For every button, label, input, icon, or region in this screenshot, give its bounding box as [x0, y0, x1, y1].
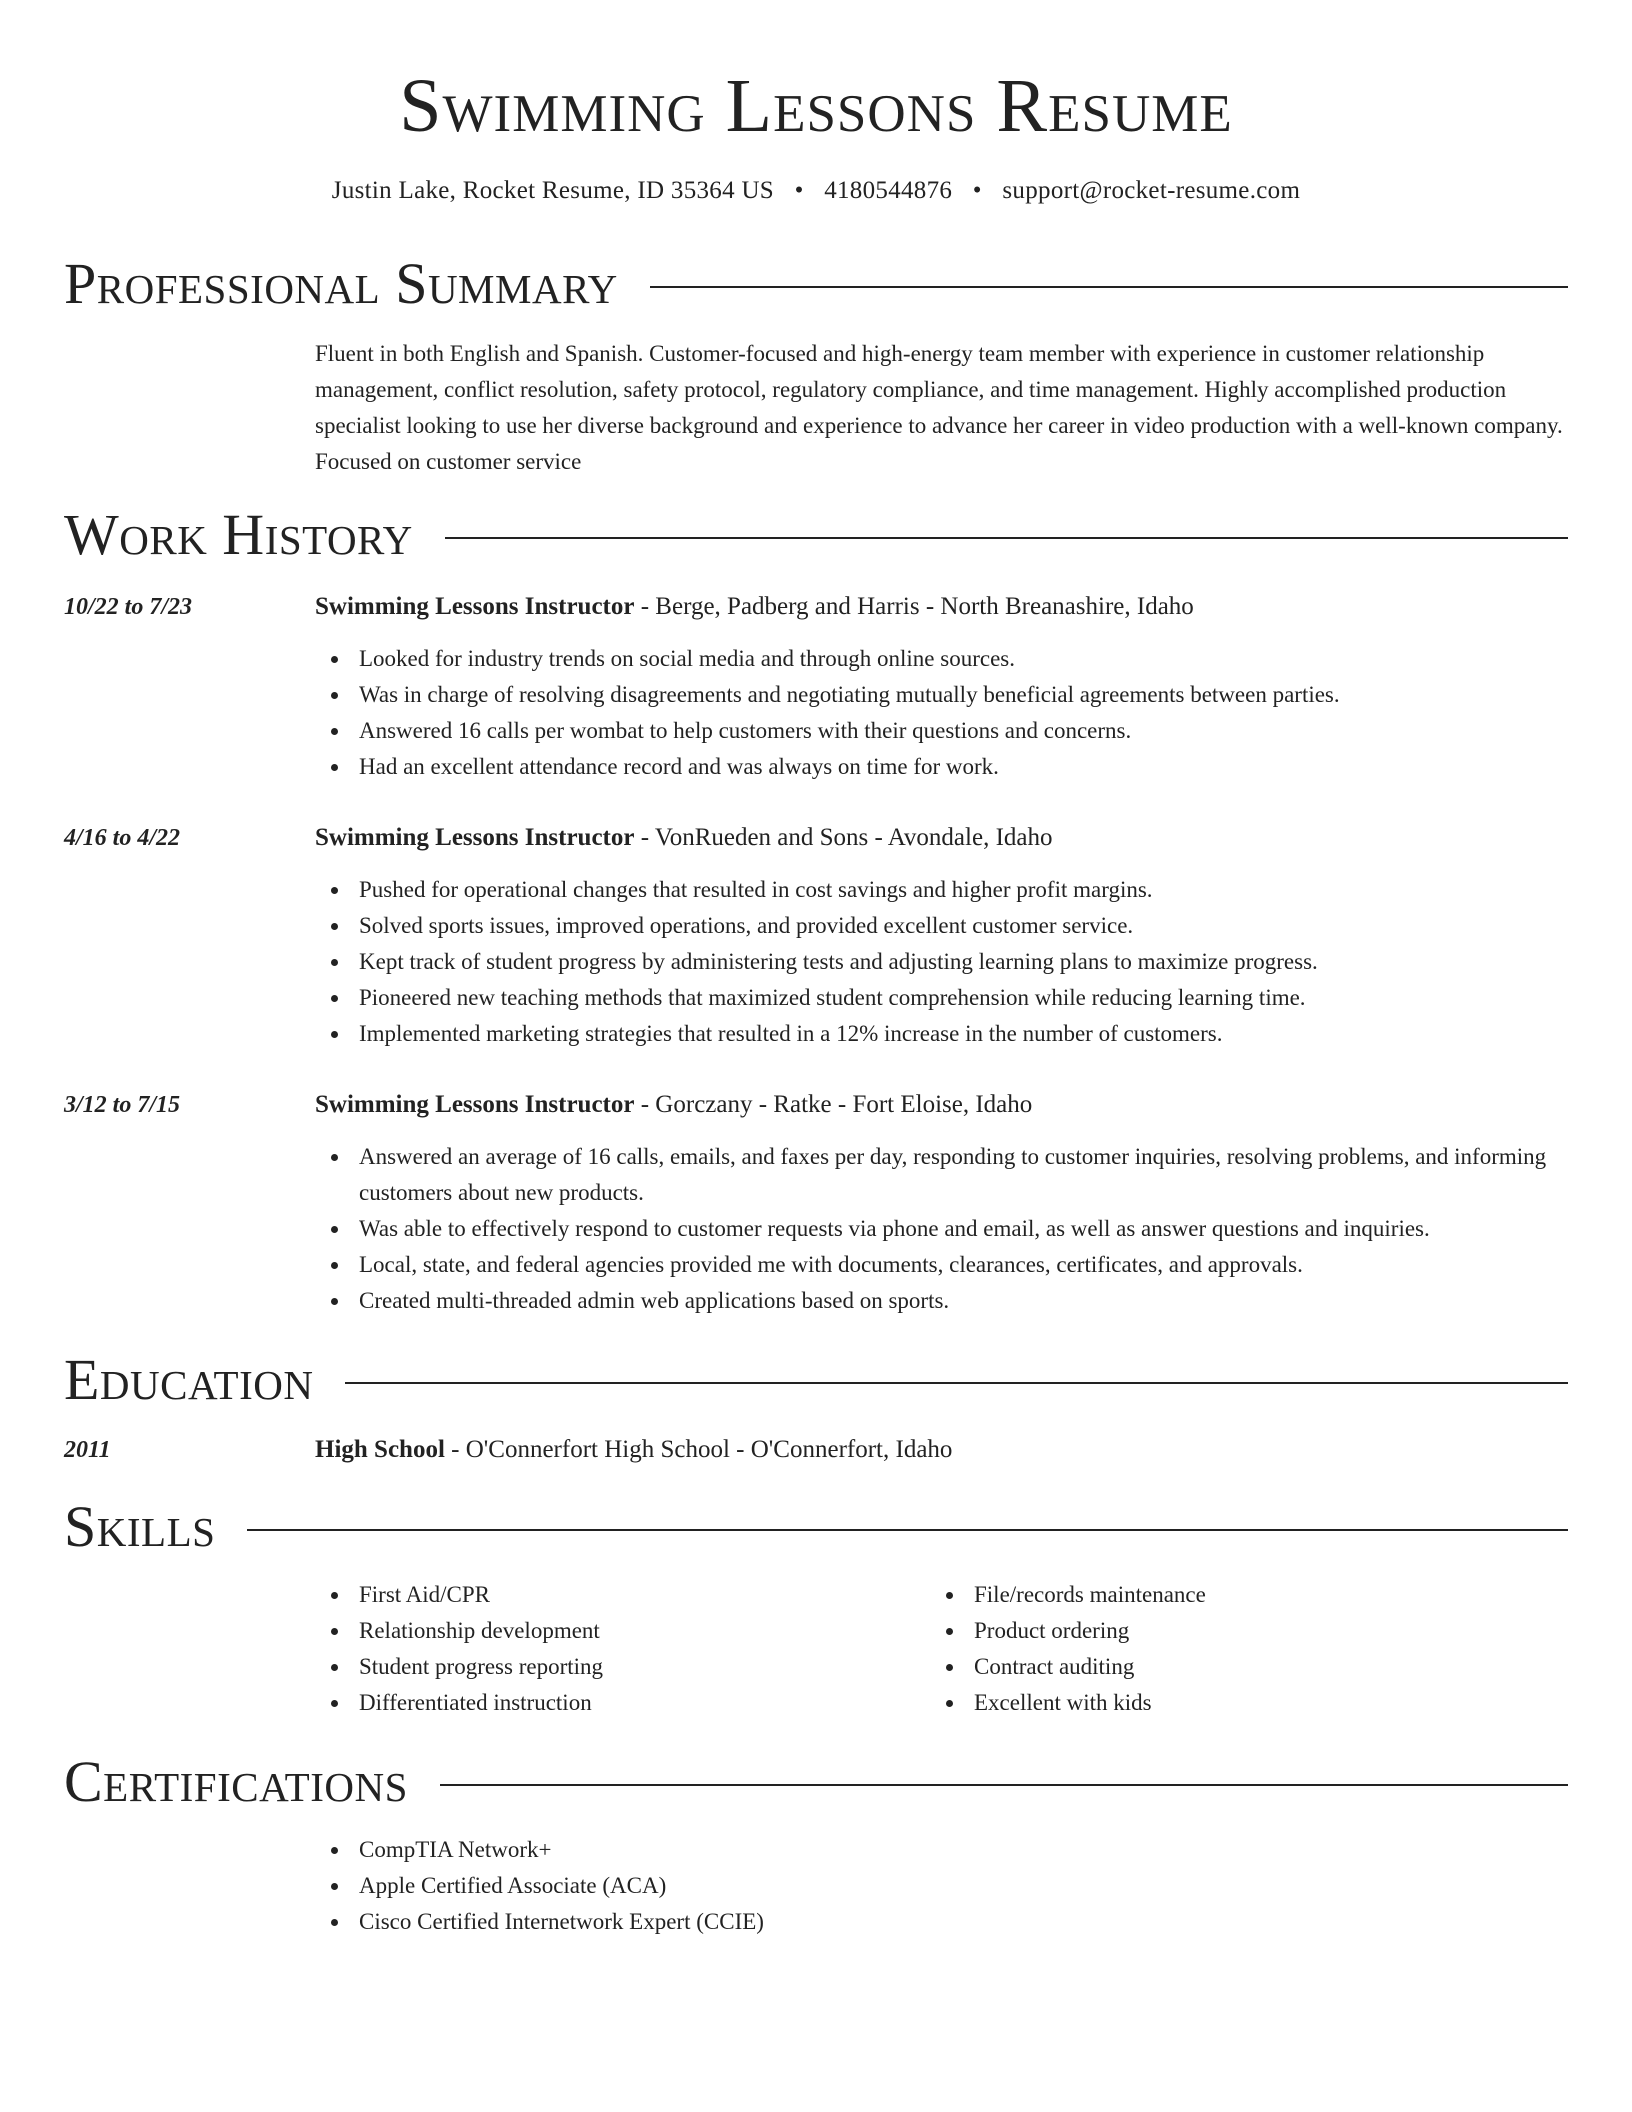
job-title: Swimming Lessons Instructor [315, 824, 635, 851]
skill-item: Contract auditing [974, 1649, 1554, 1685]
job-bullet: Was in charge of resolving disagreements and negotiating mutually beneficial agreements between parties. [359, 677, 1569, 713]
job-employer: - VonRueden and Sons - Avondale, Idaho [634, 824, 1053, 851]
job-bullets [315, 1139, 1569, 1319]
education-degree: High School [315, 1436, 445, 1463]
section-divider [345, 1382, 1568, 1384]
job-title: Swimming Lessons Instructor [315, 593, 635, 620]
section-title-certifications: Certifications [64, 1749, 408, 1814]
skill-item: Relationship development [359, 1613, 919, 1649]
contact-separator: • [972, 177, 982, 204]
job-bullet: Answered 16 calls per wombat to help customers with their questions and concerns. [359, 713, 1569, 749]
education-line [315, 1432, 1568, 1468]
job-dates: 4/16 to 4/22 [64, 825, 181, 851]
job-bullet: Was able to effectively respond to customer requests via phone and email, as well as answer questions and inquiries. [359, 1211, 1569, 1247]
skill-item: File/records maintenance [974, 1577, 1554, 1613]
section-header-skills [64, 1494, 1568, 1559]
skill-item: Product ordering [974, 1613, 1554, 1649]
resume-title: Swimming Lessons Resume [399, 64, 1233, 148]
certification-item: CompTIA Network+ [359, 1832, 1559, 1868]
certification-item: Cisco Certified Internetwork Expert (CCIE) [359, 1904, 1559, 1940]
certifications-list [315, 1832, 1559, 1940]
skills-list-right [930, 1577, 1554, 1721]
skill-item: First Aid/CPR [359, 1577, 919, 1613]
education-school: - O'Connerfort High School - O'Connerfort, Idaho [444, 1436, 953, 1463]
job-bullet: Answered an average of 16 calls, emails, and faxes per day, responding to customer inquiries, resolving problems, and informing customers about new products. [359, 1139, 1569, 1211]
job-bullet: Pioneered new teaching methods that maximized student comprehension while reducing learning time. [359, 980, 1569, 1016]
section-title-summary: Professional Summary [64, 251, 618, 316]
section-divider [445, 537, 1568, 539]
job-bullet: Local, state, and federal agencies provided me with documents, clearances, certificates, and approvals. [359, 1247, 1569, 1283]
section-divider [247, 1529, 1568, 1531]
job-bullet: Looked for industry trends on social media and through online sources. [359, 641, 1569, 677]
job-bullet: Solved sports issues, improved operations, and provided excellent customer service. [359, 908, 1569, 944]
job-bullet: Had an excellent attendance record and was always on time for work. [359, 749, 1569, 785]
contact-separator: • [794, 177, 804, 204]
summary-text: Fluent in both English and Spanish. Customer-focused and high-energy team member with experience in customer relationship management, conflict resolution, safety protocol, regulatory compliance, and time management. Highly accomplished production specialist looking to use her diverse background and experience to advance her career in video production with a well-known company. Focused on customer service [315, 341, 1563, 474]
section-divider [440, 1784, 1568, 1786]
job-title-line [315, 589, 1568, 625]
job-title: Swimming Lessons Instructor [315, 1091, 635, 1118]
skill-item: Student progress reporting [359, 1649, 919, 1685]
job-title-line [315, 1087, 1568, 1123]
section-header-work [64, 502, 1568, 567]
skill-item: Differentiated instruction [359, 1685, 919, 1721]
job-dates: 3/12 to 7/15 [64, 1092, 181, 1118]
job-bullets [315, 872, 1569, 1052]
job-dates: 10/22 to 7/23 [64, 594, 193, 620]
certification-item: Apple Certified Associate (ACA) [359, 1868, 1559, 1904]
job-bullet: Kept track of student progress by administering tests and adjusting learning plans to maximize progress. [359, 944, 1569, 980]
section-header-certifications [64, 1749, 1568, 1814]
skill-item: Excellent with kids [974, 1685, 1554, 1721]
job-employer: - Gorczany - Ratke - Fort Eloise, Idaho [634, 1091, 1033, 1118]
section-header-education [64, 1347, 1568, 1412]
job-title-line [315, 820, 1568, 856]
job-bullet: Implemented marketing strategies that resulted in a 12% increase in the number of customers. [359, 1016, 1569, 1052]
section-title-education: Education [64, 1347, 314, 1412]
job-employer: - Berge, Padberg and Harris - North Breanashire, Idaho [634, 593, 1194, 620]
section-divider [650, 286, 1568, 288]
contact-line [64, 174, 1568, 208]
education-year: 2011 [64, 1437, 111, 1463]
contact-email: support@rocket-resume.com [1002, 177, 1301, 204]
section-header-summary [64, 251, 1568, 316]
job-bullet: Created multi-threaded admin web applications based on sports. [359, 1283, 1569, 1319]
contact-phone: 4180544876 [824, 177, 953, 204]
skills-list-left [315, 1577, 919, 1721]
job-bullet: Pushed for operational changes that resulted in cost savings and higher profit margins. [359, 872, 1569, 908]
contact-address: Justin Lake, Rocket Resume, ID 35364 US [331, 177, 775, 204]
section-title-skills: Skills [64, 1494, 216, 1559]
job-bullets [315, 641, 1569, 785]
section-title-work: Work History [64, 502, 413, 567]
